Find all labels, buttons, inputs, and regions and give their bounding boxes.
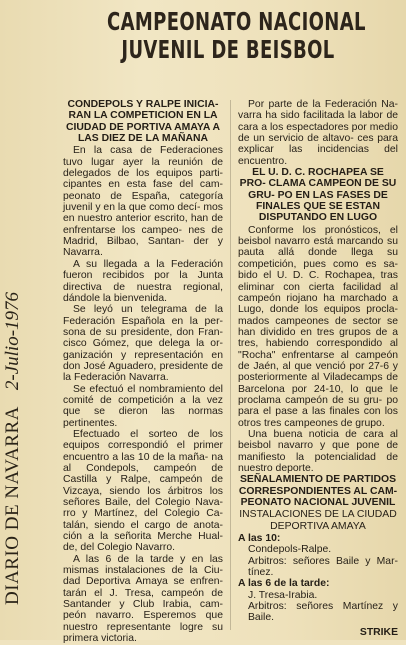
right-paragraph: Por parte de la Federación Na- varra ha sido facilitada la labor de cara a los espectadores por medio de un servicio de altavo- ces para explicar las incidencias del encuentro. — [238, 99, 398, 167]
right-paragraph: Conforme los pronósticos, el beisbol navarro está marcando su pauta allá donde llega su competición, pues como es sa- bido el U. D. C. Rochapea, tras eliminar con cierta facilidad al campeón riojano ha marchado a Lugo, donde los equipos procla- mados campeones de sector se han dividido en tres grupos de a tres, habiendo correspondido al "Rocha" enfrentarse al campeón de Jaén, al que venció por 27-6 y posteriormente al Viladecamps de Barcelona por 24-10, lo que le proclama campeón de su gru- po para el pase a las finales con los otros tres campeones de grupo. — [238, 224, 398, 429]
schedule-heading: SEÑALAMIENTO DE PARTIDOS CORRESPONDIENTES AL CAM- PEONATO NACIONAL JUVENIL — [238, 474, 398, 509]
right-column — [238, 99, 398, 638]
schedule-match-1: Condepols-Ralpe. — [248, 544, 332, 556]
right-subhead: EL U. D. C. ROCHAPEA SE PRO- CLAMA CAMPEON DE SU GRU- PO EN LAS FASES DE FINALES QUE SE ESTAN DISPUTANDO EN LUGO — [239, 167, 397, 224]
left-paragraph: Efectuado el sorteo de los equipos correspondió el primer encuentro a las 10 de la maña- na al Condepols, campeón de Castilla y Ralpe, campeón de Vizcaya, siendo los árbitros los señores Baile, del Colegio Nava- rro y Martínez, del Colegio Ca- talán, siendo el cargo de anota- ción a la señorita Merche Hual- de, del Colegio Navarro. — [63, 428, 223, 554]
margin-annotation — [2, 292, 24, 605]
publication-date: 2-Julio-1976 — [2, 291, 23, 391]
schedule-referees-1: Arbitros: señores Baile y Mar- tínez. — [248, 555, 398, 579]
headline-line-1: CAMPEONATO NACIONAL — [107, 7, 366, 36]
left-paragraph: A su llegada a la Federación fueron recibidos por la Junta directiva de nuestra regional, dándole la bienvenida. — [63, 258, 223, 304]
left-subhead: CONDEPOLS Y RALPE INICIA- RAN LA COMPETICION EN LA CIUDAD DE PORTIVA AMAYA A LAS DIEZ DE LA MAÑANA — [66, 99, 220, 145]
author-signature: STRIKE — [359, 626, 398, 638]
left-paragraph: Se leyó un telegrama de la Federación Española en la per- sona de su presidente, don Fran- cisco Gómez, que delega la or- ganización y representación en don José Aguadero, presidente de la Federación Navarra. — [63, 304, 223, 384]
schedule-match-2: J. Tresa-Irabia. — [248, 589, 318, 601]
headline-line-2: JUVENIL DE BEISBOL — [121, 35, 335, 64]
schedule-time-1: A las 10: — [238, 533, 281, 545]
left-paragraph: En la casa de Federaciones tuvo lugar ayer la reunión de delegados de los equipos parti- cipantes en esta fase del cam- peonato de España, categoría juvenil y en la que como decí- mos en nuestro anterior escrito, han de enfrentarse los campeo- nes de Madrid, Bilbao, Santan- der y Navarra. — [63, 145, 223, 259]
schedule-venue: INSTALACIONES DE LA CIUDAD DEPORTIVA AMAYA — [239, 509, 397, 532]
left-paragraph: Se efectuó el nombramiento del comité de competición a la vez que se dieron las normas pertinentes. — [63, 383, 223, 429]
column-divider — [230, 100, 231, 630]
schedule-referees-2: Arbitros: señores Martínez y Baile. — [248, 601, 398, 624]
schedule-time-2: A las 6 de la tarde: — [238, 578, 330, 590]
headline — [107, 7, 366, 64]
publication-name: DIARIO DE NAVARRA — [2, 406, 23, 605]
right-paragraph: Una buena noticia de cara al beisbol navarro y que pone de manifiesto la potencialidad de nuestro deporte. — [238, 428, 398, 474]
left-column — [63, 99, 223, 645]
left-paragraph: A las 6 de la tarde y en las mismas instalaciones de la Ciu- dad Deportiva Amaya se enfren- tarán el J. Tresa, campeón de Santander y Club Irabia, cam- peón navarro. Esperemos que nuestro representante logre su primera victoria. — [63, 553, 223, 645]
